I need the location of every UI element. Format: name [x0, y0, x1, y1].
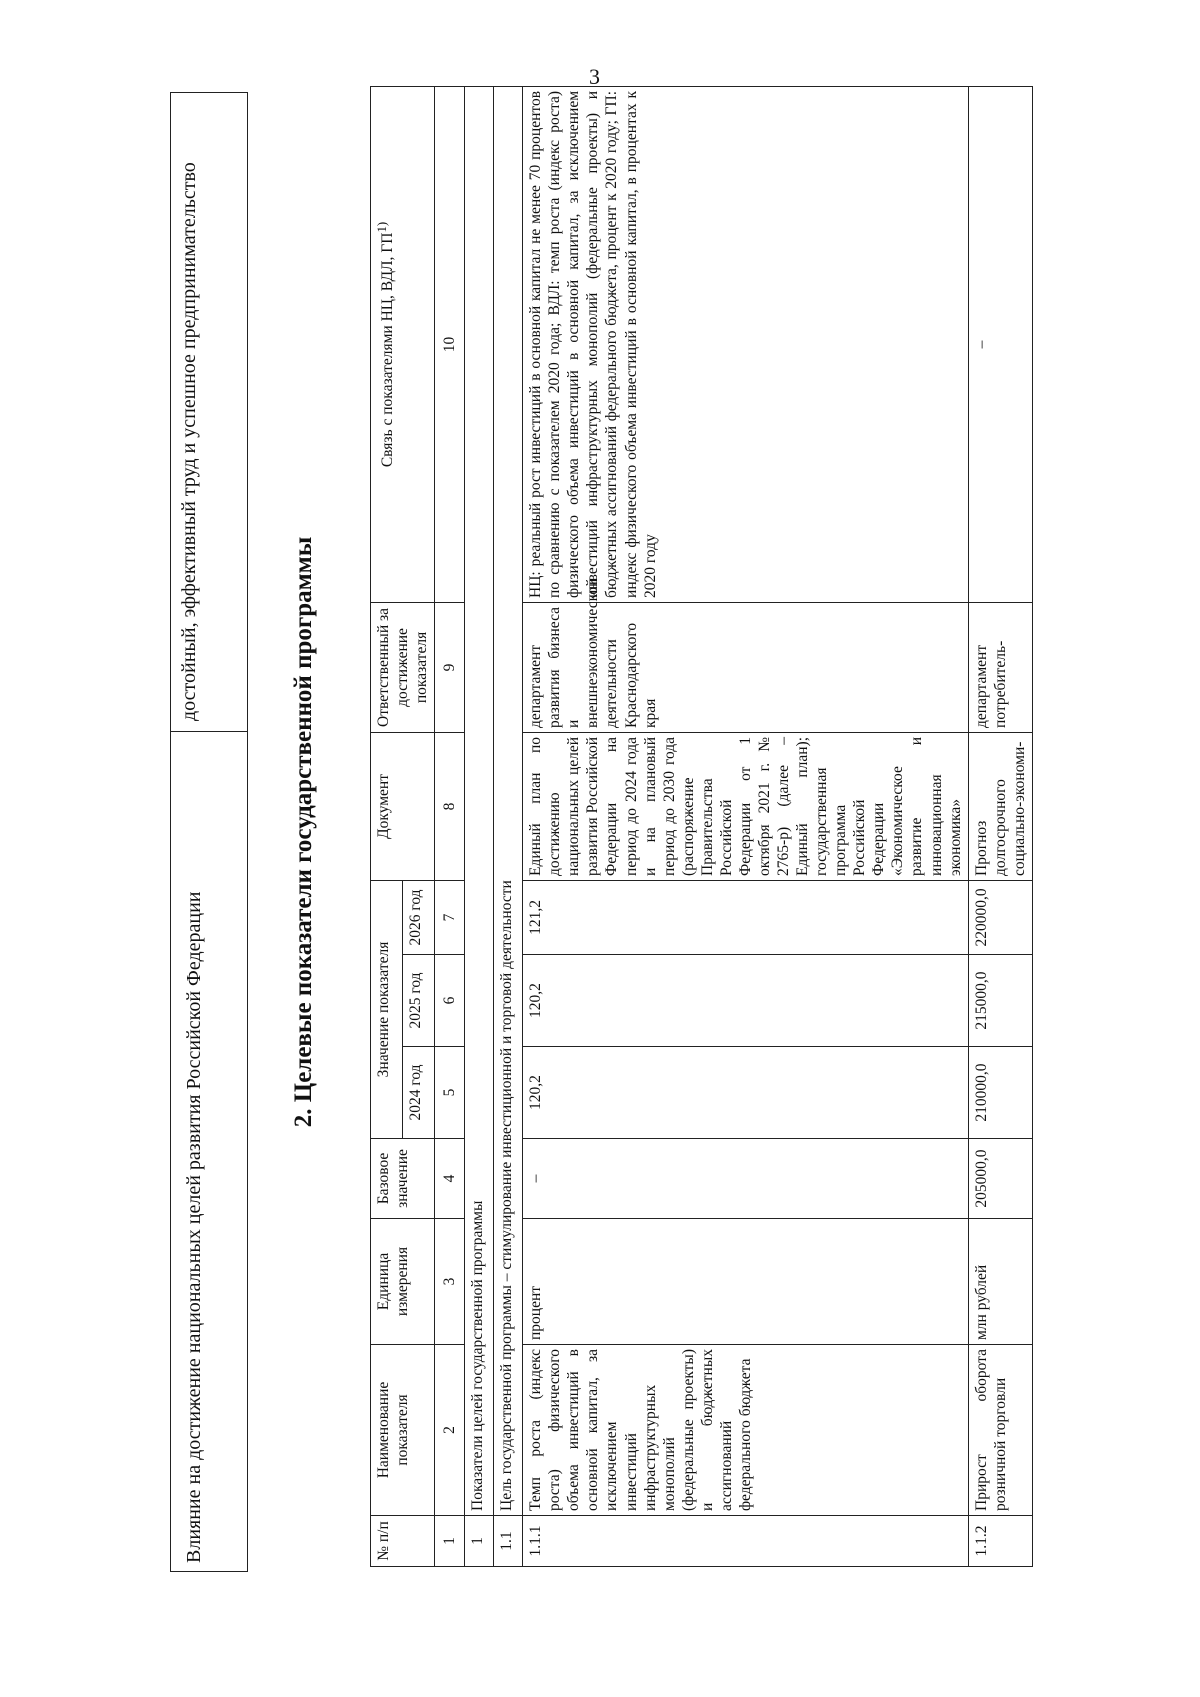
- row-name: Прирост оборота розничной торговли: [968, 1345, 1032, 1516]
- column-number: 2: [435, 1345, 465, 1516]
- column-number: 7: [435, 880, 465, 954]
- table-row: [523, 86, 968, 1566]
- header-link-text: Связь с показателями НЦ, ВДЛ, ГП: [379, 232, 397, 468]
- header-num: № п/п: [371, 1516, 435, 1567]
- row-document: Единый план по достижению национальных целей развития Российской Федерации на период до 2024 года и на плановый период до 2030 года (распоряжение Правительства Российской Федерации от 1 октября 2021 г. № 2765-р) (далее – Единый план); государственная программа Российской Федерации «Экономическое развитие и инновационная экономика»: [523, 732, 968, 880]
- column-number-row: [435, 86, 465, 1566]
- row-link: НЦ: реальный рост инвестиций в основной капитал не менее 70 процентов по сравнению с показателем 2020 года; ВДЛ: темп роста (индекс роста) физического объема инвестиций в основной капитал, за исключением инвестиций инфраструктурных монополий (федеральные проекты) и бюджетных ассигнований федерального бюджета, процент к 2020 году; ГП: индекс физического объема инвестиций в основной капитал, в процентах к 2020 году: [523, 86, 968, 602]
- row-num: 1.1.2: [968, 1516, 1032, 1567]
- row-value-2025: 120,2: [523, 955, 968, 1047]
- row-base: –: [523, 1139, 968, 1219]
- row-base: 205000,0: [968, 1139, 1032, 1219]
- header-link: [371, 86, 435, 602]
- header-table-left-cell: Влияние на достижение национальных целей развития Российской Федерации: [171, 731, 247, 1571]
- header-responsible: Ответственный за достижение показателя: [371, 602, 435, 732]
- section-row: [494, 86, 523, 1566]
- row-value-2024: 210000,0: [968, 1047, 1032, 1139]
- row-name: Темп роста (индекс роста) физического объема инвестиций в основной капитал, за исключением инвестиций инфраструктурных монополий (федеральные проекты) и бюджетных ассигнований федерального бюджета: [523, 1345, 968, 1516]
- row-unit: процент: [523, 1219, 968, 1345]
- section-title: 2. Целевые показатели государственной программы: [290, 536, 317, 1128]
- header-name: Наименование показателя: [371, 1345, 435, 1516]
- column-number: 10: [435, 86, 465, 602]
- page-number: 3: [589, 64, 600, 89]
- section-row-text: Показатели целей государственной программы: [465, 86, 494, 1515]
- row-value-2026: 220000,0: [968, 880, 1032, 954]
- header-2026: 2026 год: [403, 880, 435, 954]
- row-responsible: департамент потребитель-: [968, 602, 1032, 732]
- target-indicators-table: [370, 86, 1033, 1567]
- column-number: 5: [435, 1047, 465, 1139]
- column-number: 8: [435, 732, 465, 880]
- rotated-page-content: [170, 0, 1200, 1572]
- header-document: Документ: [371, 732, 435, 880]
- header-table-right-cell: достойный, эффективный труд и успешное предпринимательство: [178, 162, 200, 721]
- row-num: 1.1.1: [523, 1516, 968, 1567]
- section-row-num: 1: [465, 1516, 494, 1567]
- header-value-group: Значение показателя: [371, 880, 403, 1138]
- column-number: 6: [435, 955, 465, 1047]
- header-2025: 2025 год: [403, 955, 435, 1047]
- header-2024: 2024 год: [403, 1047, 435, 1139]
- header-link-footnote: 1): [374, 221, 389, 233]
- column-number: 3: [435, 1219, 465, 1345]
- header-unit: Единица измерения: [371, 1219, 435, 1345]
- row-unit: млн рублей: [968, 1219, 1032, 1345]
- row-value-2026: 121,2: [523, 880, 968, 954]
- table-header-row: [371, 86, 403, 1566]
- column-number: 1: [435, 1516, 465, 1567]
- header-base: Базовое значение: [371, 1139, 435, 1219]
- row-link: –: [968, 86, 1032, 602]
- section-row-num: 1.1: [494, 1516, 523, 1567]
- row-value-2024: 120,2: [523, 1047, 968, 1139]
- table-row: [968, 86, 1032, 1566]
- header-table: [170, 92, 248, 1572]
- row-document: Прогноз долгосрочного социально-экономи-: [968, 732, 1032, 880]
- row-value-2025: 215000,0: [968, 955, 1032, 1047]
- column-number: 9: [435, 602, 465, 732]
- section-row-text: Цель государственной программы – стимулирование инвестиционной и торговой деятельности: [494, 86, 523, 1515]
- column-number: 4: [435, 1139, 465, 1219]
- section-row: [465, 86, 494, 1566]
- row-responsible: департамент развития бизнеса и внешнеэкономической деятельности Краснодарского края: [523, 602, 968, 732]
